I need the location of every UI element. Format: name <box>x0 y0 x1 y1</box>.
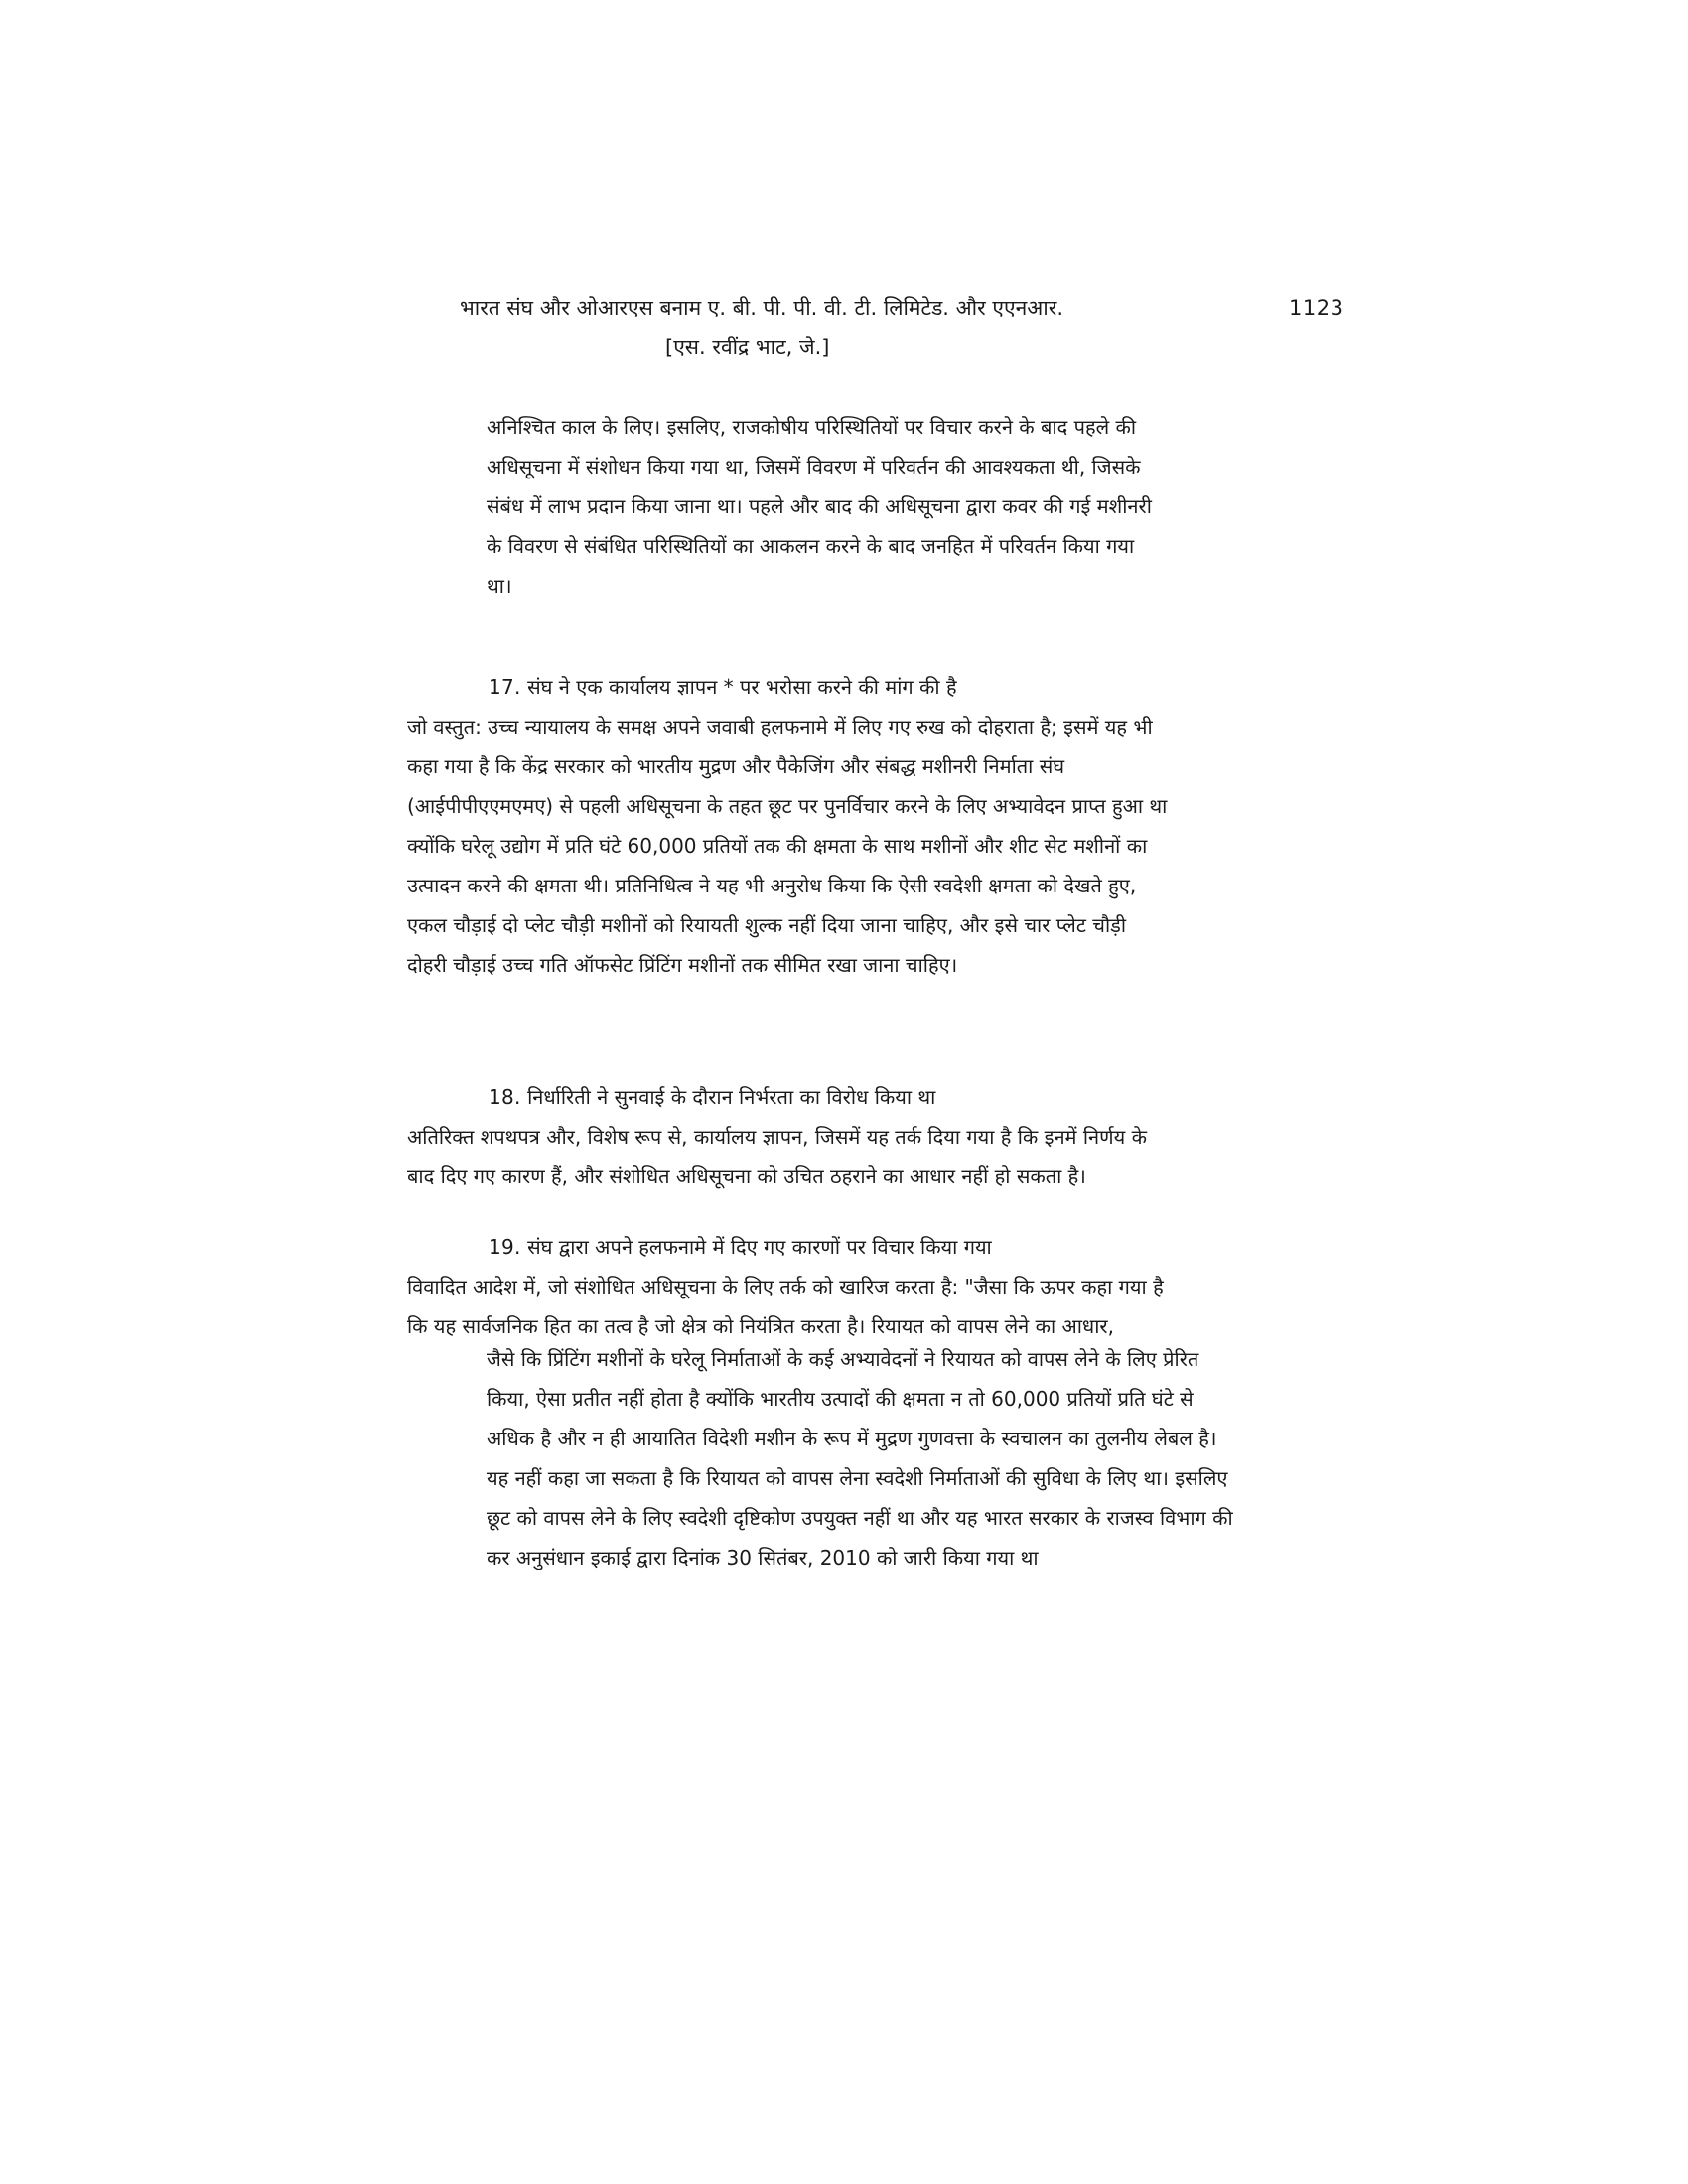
paragraph-19 <box>407 1227 1164 1346</box>
text-line: उत्पादन करने की क्षमता थी। प्रतिनिधित्व ने यह भी अनुरोध किया कि ऐसी स्वदेशी क्षमता को देखते हुए, <box>407 874 1137 897</box>
text-line: कर अनुसंधान इकाई द्वारा दिनांक 30 सितंबर, 2010 को जारी किया गया था <box>487 1546 1039 1570</box>
paragraph-first-line <box>407 1227 1164 1267</box>
paragraph-first-line <box>407 667 1167 707</box>
text-line: अधिक है और न ही आयातित विदेशी मशीन के रूप में मुद्रण गुणवत्ता के स्वचालन का तुलनीय लेबल है। <box>487 1427 1217 1450</box>
text-line: एकल चौड़ाई दो प्लेट चौड़ी मशीनों को रियायती शुल्क नहीं दिया जाना चाहिए, और इसे चार प्लेट चौड़ी <box>407 913 1127 937</box>
text-line: संबंध में लाभ प्रदान किया जाना था। पहले और बाद की अधिसूचना द्वारा कवर की गई मशीनरी <box>487 494 1152 518</box>
paragraph-lead-text: संघ द्वारा अपने हलफनामे में दिए गए कारणों पर विचार किया गया <box>527 1235 992 1259</box>
paragraph-lead-text: निर्धारिती ने सुनवाई के दौरान निर्भरता का विरोध किया था <box>527 1085 936 1109</box>
paragraph-17 <box>407 667 1167 985</box>
quoted-passage-bottom <box>487 1339 1233 1577</box>
text-line: (आईपीपीएएमएमए) से पहली अधिसूचना के तहत छूट पर पुनर्विचार करने के लिए अभ्यावेदन प्राप्त हुआ था <box>407 794 1168 818</box>
paragraph-number: 18. <box>489 1085 521 1109</box>
page-number: 1123 <box>1289 296 1344 320</box>
paragraph-lead-text: संघ ने एक कार्यालय ज्ञापन * पर भरोसा करने की मांग की है <box>527 675 957 699</box>
text-line: किया, ऐसा प्रतीत नहीं होता है क्योंकि भारतीय उत्पादों की क्षमता न तो 60,000 प्रतियों प्रति घंटे से <box>487 1387 1194 1411</box>
text-line: अधिसूचना में संशोधन किया गया था, जिसमें विवरण में परिवर्तन की आवश्यकता थी, जिसके <box>487 455 1141 478</box>
running-header-title: भारत संघ और ओआरएस बनाम ए. बी. पी. पी. वी. टी. लिमिटेड. और एएनआर. <box>460 296 1064 320</box>
text-line: जैसे कि प्रिंटिंग मशीनों के घरेलू निर्माताओं के कई अभ्यावेदनों ने रियायत को वापस लेने के लिए प्रेरित <box>487 1347 1199 1371</box>
text-line: अनिश्चित काल के लिए। इसलिए, राजकोषीय परिस्थितियों पर विचार करने के बाद पहले की <box>487 415 1137 439</box>
text-line: विवादित आदेश में, जो संशोधित अधिसूचना के लिए तर्क को खारिज करता है: "जैसा कि ऊपर कहा गया है <box>407 1275 1164 1298</box>
quoted-passage-top <box>487 407 1152 606</box>
text-line: जो वस्तुत: उच्च न्यायालय के समक्ष अपने जवाबी हलफनामे में लिए गए रुख को दोहराता है; इसमें यह भी <box>407 715 1153 739</box>
text-line: छूट को वापस लेने के लिए स्वदेशी दृष्टिकोण उपयुक्त नहीं था और यह भारत सरकार के राजस्व विभाग की <box>487 1506 1233 1530</box>
text-line: कहा गया है कि केंद्र सरकार को भारतीय मुद्रण और पैकेजिंग और संबद्ध मशीनरी निर्माता संघ <box>407 754 1065 778</box>
text-line: अतिरिक्त शपथपत्र और, विशेष रूप से, कार्यालय ज्ञापन, जिसमें यह तर्क दिया गया है कि इनमें निर्णय के <box>407 1125 1147 1149</box>
text-line: यह नहीं कहा जा सकता है कि रियायत को वापस लेना स्वदेशी निर्माताओं की सुविधा के लिए था। इसलिए <box>487 1466 1228 1490</box>
text-line: बाद दिए गए कारण हैं, और संशोधित अधिसूचना को उचित ठहराने का आधार नहीं हो सकता है। <box>407 1164 1086 1188</box>
paragraph-number: 17. <box>489 675 521 699</box>
paragraph-number: 19. <box>489 1235 521 1259</box>
paragraph-18 <box>407 1077 1147 1196</box>
text-line: क्योंकि घरेलू उद्योग में प्रति घंटे 60,000 प्रतियों तक की क्षमता के साथ मशीनों और शीट सेट मशीनों का <box>407 834 1148 858</box>
text-line: के विवरण से संबंधित परिस्थितियों का आकलन करने के बाद जनहित में परिवर्तन किया गया <box>487 534 1135 558</box>
running-header-judge: [एस. रवींद्र भाट, जे.] <box>665 336 830 359</box>
text-line: था। <box>487 574 512 598</box>
text-line: कि यह सार्वजनिक हित का तत्व है जो क्षेत्र को नियंत्रित करता है। रियायत को वापस लेने का आधार, <box>407 1314 1114 1338</box>
paragraph-first-line <box>407 1077 1147 1117</box>
text-line: दोहरी चौड़ाई उच्च गति ऑफसेट प्रिंटिंग मशीनों तक सीमित रखा जाना चाहिए। <box>407 953 958 977</box>
